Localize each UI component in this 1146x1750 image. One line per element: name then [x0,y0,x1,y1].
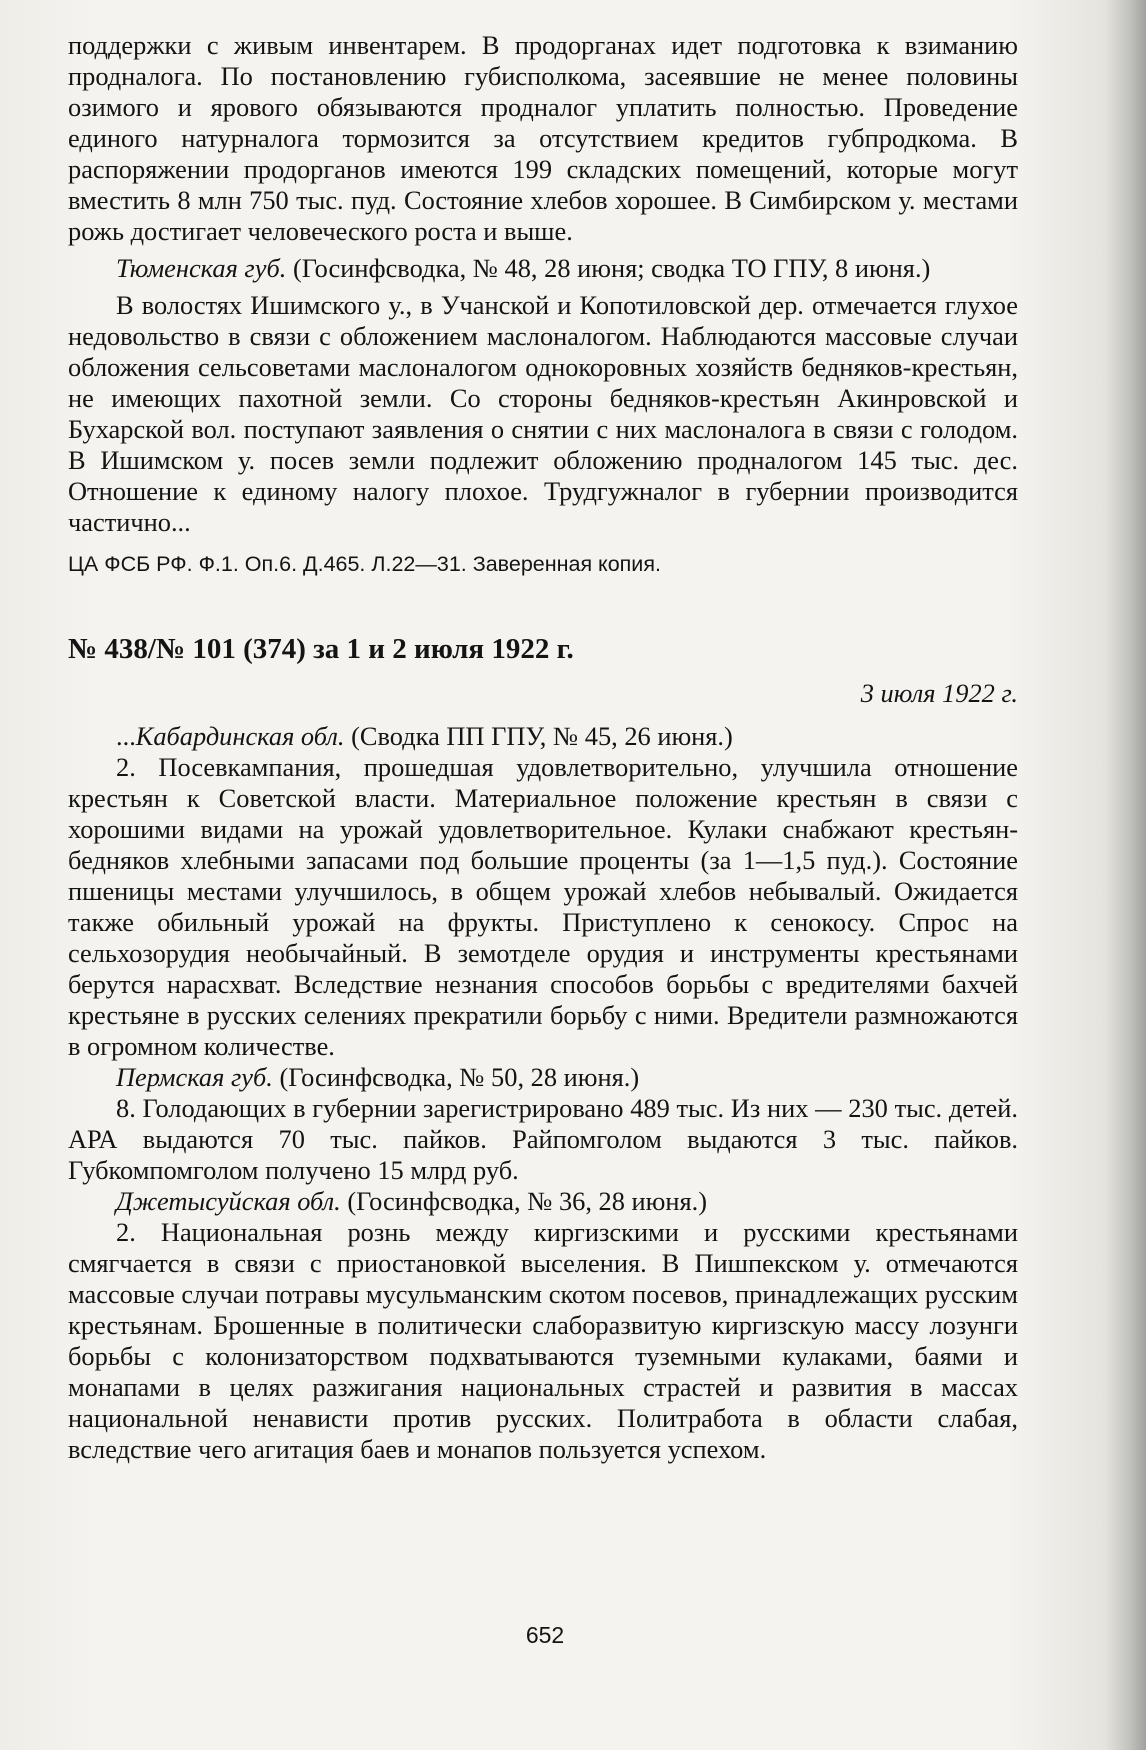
page-content [68,30,1018,1465]
region-source: (Госинфсводка, № 50, 28 июня.) [279,1062,640,1092]
region-name: Кабардинская обл. [135,721,345,751]
document-date: 3 июля 1922 г. [860,678,1018,708]
page-number: 652 [525,1622,565,1648]
region-entry-perm [68,1062,1018,1093]
region-name: Пермская губ. [116,1062,273,1092]
document-heading: № 438/№ 101 (374) за 1 и 2 июля 1922 г. [68,633,574,665]
region-source: (Сводка ПП ГПУ, № 45, 26 июня.) [351,721,733,751]
region-name: Тюменская губ. [116,253,287,283]
region-source: (Госинфсводка, № 48, 28 июня; сводка ТО ГПУ, 8 июня.) [292,253,931,283]
region-entry-dzhetysu [68,1186,1018,1217]
paragraph-dzhetysu: 2. Национальная рознь между киргизскими и русскими крестьянами смягчается в связи с приостановкой выселения. В Пишпекском у. отмечаются массовые случаи потравы мусульманским скотом посевов, принадлежащих русским крестьянам. Брошенные в политически слаборазвитую киргизскую массу лозунги борьбы с колонизаторством подхватываются туземными кулаками, баями и монапами в целях разжигания национальных страстей и развития в массах национальной ненависти против русских. Политработа в области слабая, вследствие чего агитация баев и монапов пользуется успехом. [68,1217,1018,1464]
paragraph-continuation: поддержки с живым инвентарем. В продорганах идет подготовка к взиманию продналога. По постановлению губисполкома, засеявшие не менее половины озимого и ярового обязываются продналог уплатить полностью. Проведение единого натурналога тормозится за отсутствием кредитов губпродкома. В распоряжении продорганов имеются 199 складских помещений, которые могут вместить 8 млн 750 тыс. пуд. Состояние хлебов хорошее. В Симбирском у. местами рожь достигает человеческого роста и выше. [68,30,1018,246]
page-edge-shadow [1106,0,1146,1750]
region-entry-tyumen [68,253,1018,284]
archive-source: ЦА ФСБ РФ. Ф.1. Оп.6. Д.465. Л.22—31. Заверенная копия. [68,552,661,576]
region-entry-kabarda [68,721,1018,752]
paragraph-tyumen: В волостях Ишимского у., в Учанской и Копотиловской дер. отмечается глухое недовольство в связи с обложением маслоналогом. Наблюдаются массовые случаи обложения сельсоветами маслоналогом однокоровных хозяйств бедняков-крестьян, не имеющих пахотной земли. Со стороны бедняков-крестьян Акинровской и Бухарской вол. поступают заявления о снятии с них маслоналога в связи с голодом. В Ишимском у. посев земли подлежит обложению продналогом 145 тыс. дес. Отношение к единому налогу плохое. Трудгужналог в губернии производится частично... [68,290,1018,537]
paragraph-kabarda: 2. Посевкампания, прошедшая удовлетворительно, улучшила отношение крестьян к Советской власти. Материальное положение крестьян в связи с хорошими видами на урожай удовлетворительное. Кулаки снабжают крестьян-бедняков хлебными запасами под большие проценты (за 1—1,5 пуд.). Состояние пшеницы местами улучшилось, в общем урожай хлебов небывалый. Ожидается также обильный урожай на фрукты. Приступлено к сенокосу. Спрос на сельхозорудия необычайный. В земотделе орудия и инструменты крестьянами берутся нарасхват. Вследствие незнания способов борьбы с вредителями бахчей крестьяне в русских селениях прекратили борьбу с ними. Вредители размножаются в огромном количестве. [68,752,1018,1061]
region-name: Джетысуйская обл. [116,1186,341,1216]
region-source: (Госинфсводка, № 36, 28 июня.) [347,1186,708,1216]
ellipsis-prefix: ... [116,721,136,751]
paragraph-perm: 8. Голодающих в губернии зарегистрировано 489 тыс. Из них — 230 тыс. детей. АРА выдаются 70 тыс. пайков. Райпомголом выдаются 3 тыс. пайков. Губкомпомголом получено 15 млрд руб. [68,1093,1018,1185]
